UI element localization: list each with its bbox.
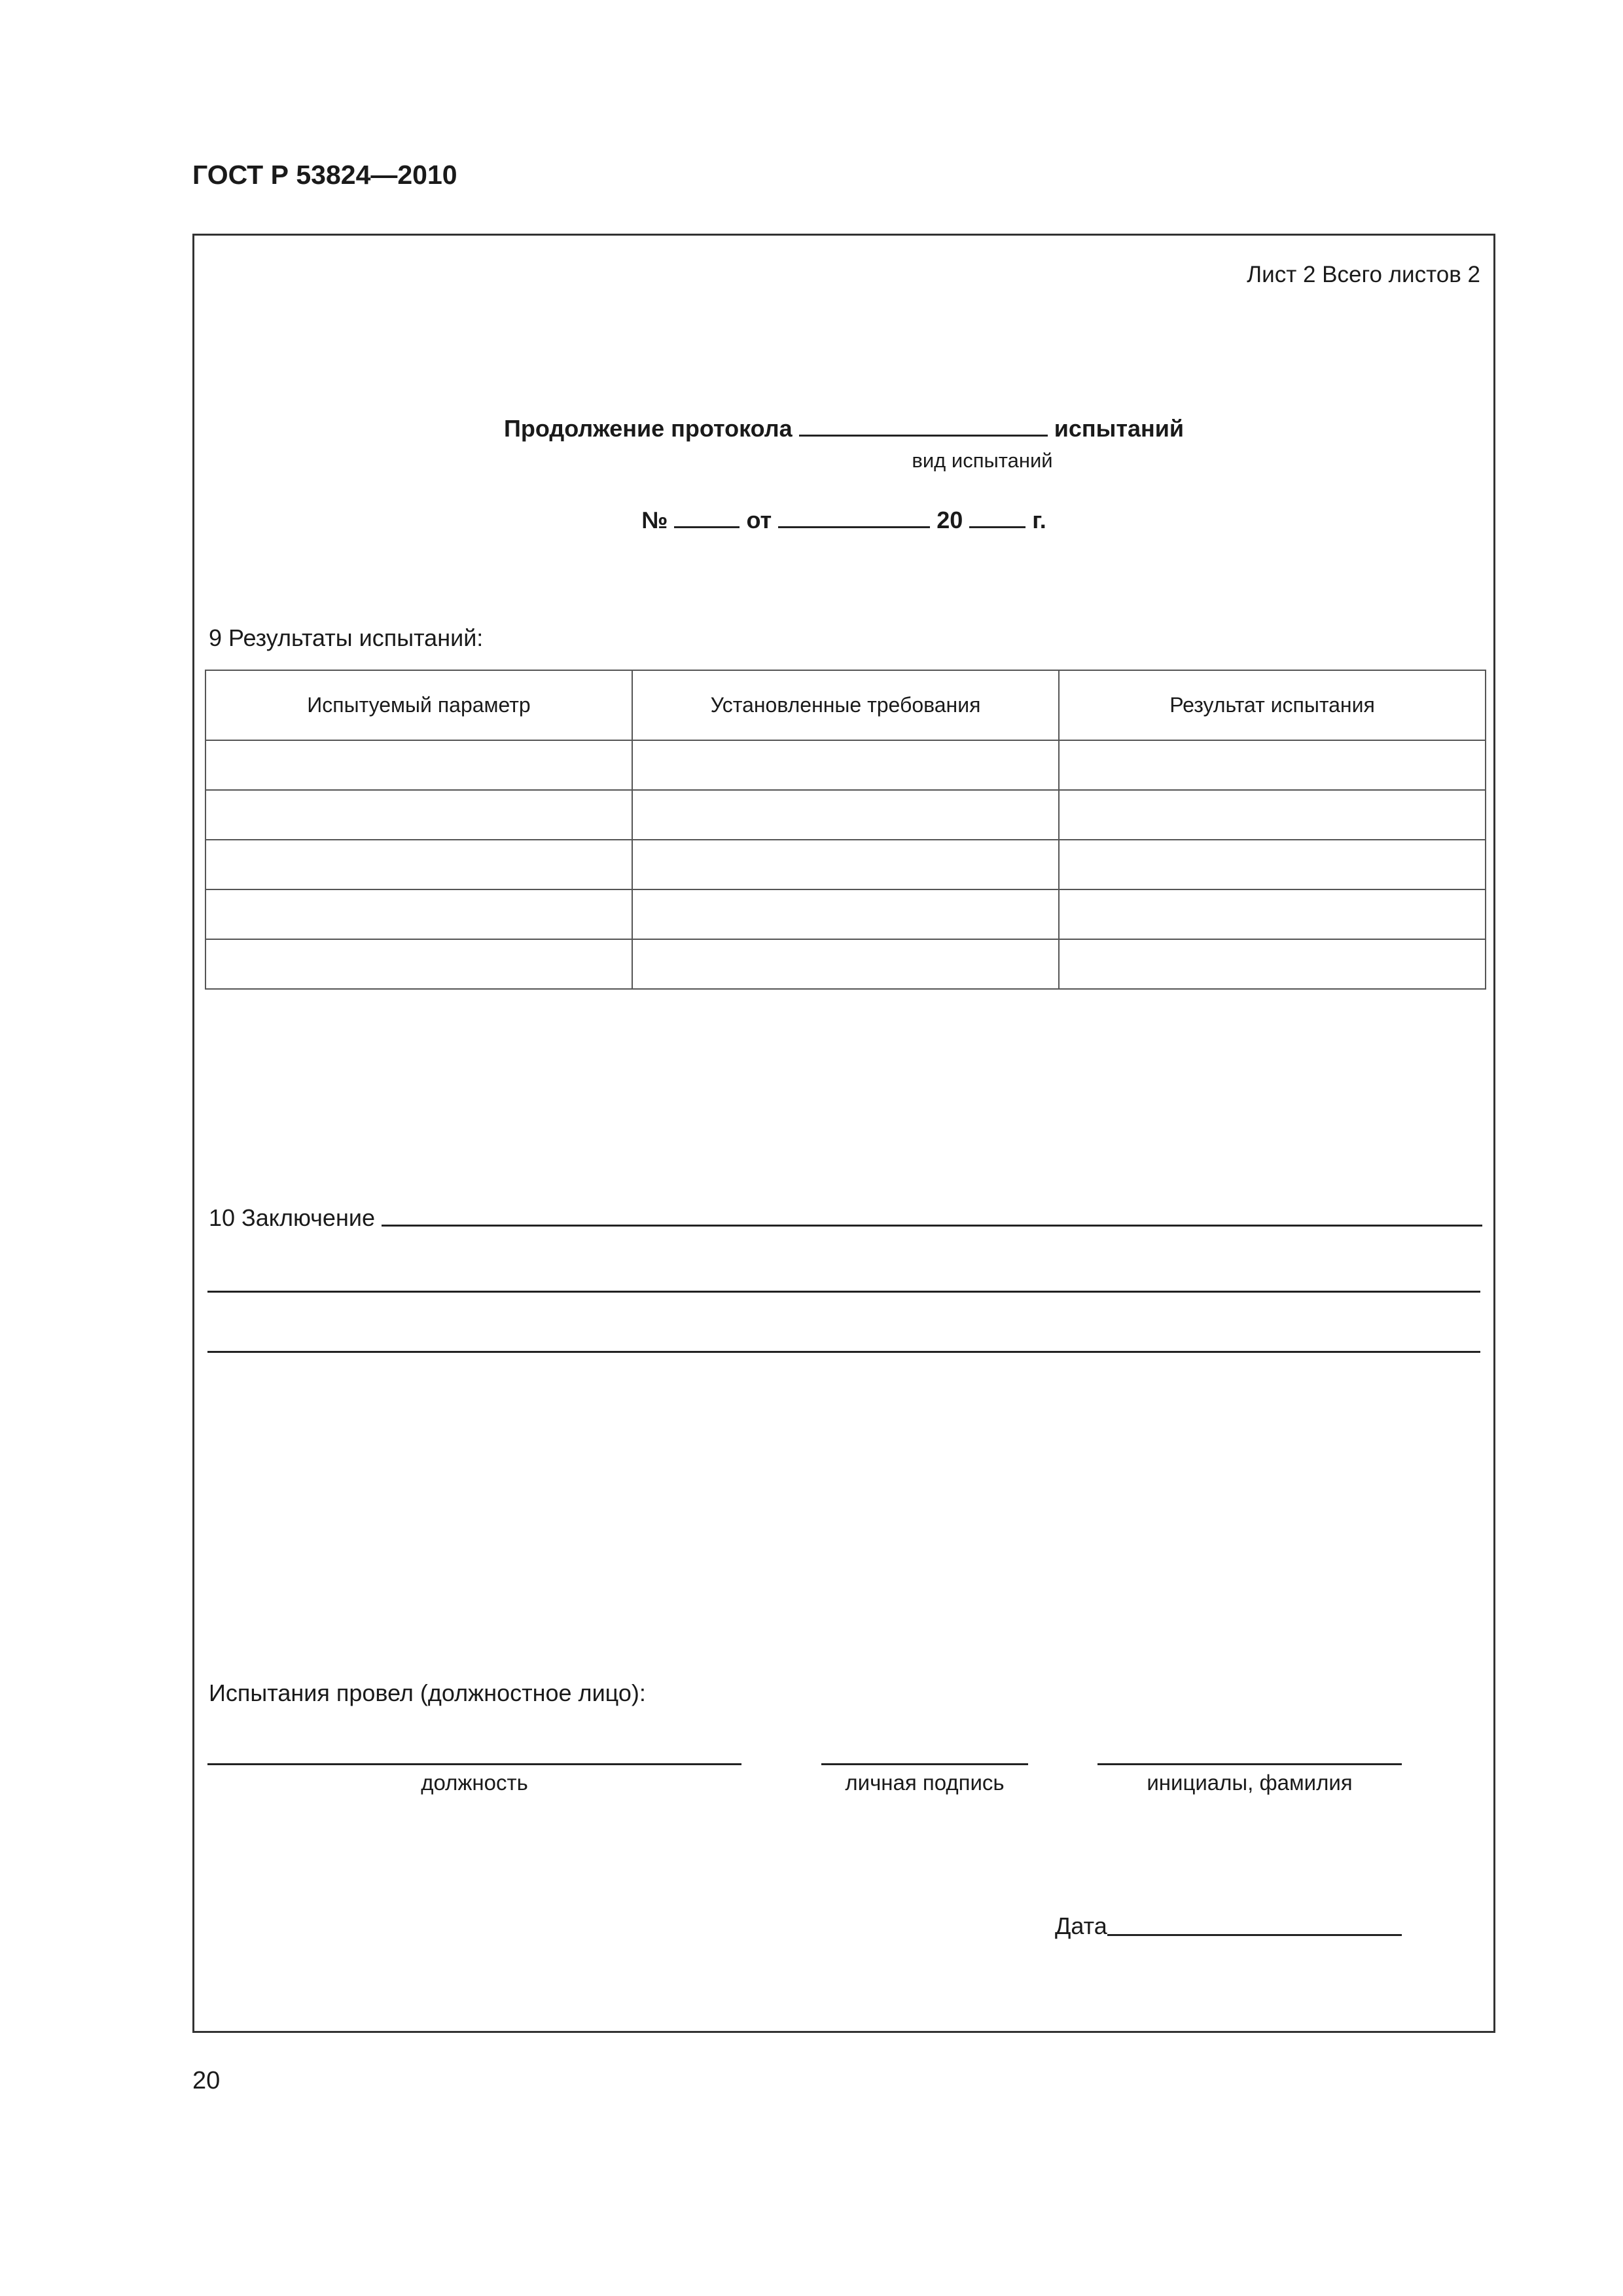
- table-row: [205, 740, 1486, 790]
- protocol-title: [194, 412, 1493, 442]
- number-blank[interactable]: [674, 504, 740, 528]
- position-field[interactable]: [207, 1763, 741, 1795]
- protocol-form: [192, 234, 1495, 2033]
- table-row: [205, 889, 1486, 939]
- year-blank[interactable]: [969, 504, 1026, 528]
- table-cell[interactable]: [205, 740, 632, 790]
- conclusion-line[interactable]: [207, 1351, 1480, 1353]
- column-header: Результат испытания: [1059, 670, 1486, 740]
- table-cell[interactable]: [632, 840, 1059, 889]
- table-cell[interactable]: [1059, 840, 1486, 889]
- table-cell[interactable]: [632, 790, 1059, 840]
- conclusion-line[interactable]: [207, 1291, 1480, 1293]
- date-blank[interactable]: [778, 504, 930, 528]
- sheet-info: Лист 2 Всего листов 2: [1247, 262, 1480, 287]
- conclusion-blank[interactable]: [382, 1204, 1482, 1227]
- table-row: [205, 840, 1486, 889]
- year-prefix: 20: [936, 507, 963, 533]
- protocol-number-line: [194, 504, 1493, 534]
- name-caption: инициалы, фамилия: [1147, 1770, 1353, 1795]
- table-row: [205, 939, 1486, 989]
- date-label: Дата: [1055, 1912, 1107, 1939]
- column-header: Испытуемый параметр: [205, 670, 632, 740]
- table-cell[interactable]: [632, 939, 1059, 989]
- date-line: [1055, 1912, 1402, 1940]
- title-suffix: испытаний: [1054, 415, 1184, 442]
- table-cell[interactable]: [1059, 889, 1486, 939]
- column-header: Установленные требования: [632, 670, 1059, 740]
- table-cell[interactable]: [205, 939, 632, 989]
- name-field[interactable]: [1097, 1763, 1402, 1795]
- table-cell[interactable]: [1059, 939, 1486, 989]
- section-9-heading: 9 Результаты испытаний:: [209, 624, 484, 651]
- test-type-blank[interactable]: [799, 412, 1048, 437]
- signature-field[interactable]: [821, 1763, 1028, 1795]
- test-type-caption: вид испытаний: [912, 449, 1053, 472]
- table-cell[interactable]: [205, 840, 632, 889]
- table-cell[interactable]: [1059, 740, 1486, 790]
- table-row: [205, 790, 1486, 840]
- section-10-heading: 10 Заключение: [209, 1204, 375, 1231]
- table-cell[interactable]: [632, 740, 1059, 790]
- position-caption: должность: [421, 1770, 528, 1795]
- table-cell[interactable]: [205, 889, 632, 939]
- table-header-row: [205, 670, 1486, 740]
- page-number: 20: [192, 2067, 221, 2094]
- document-header: ГОСТ Р 53824—2010: [192, 160, 457, 190]
- title-prefix: Продолжение протокола: [503, 415, 793, 442]
- tested-by-label: Испытания провел (должностное лицо):: [209, 1679, 646, 1706]
- signature-caption: личная подпись: [845, 1770, 1005, 1795]
- from-label: от: [746, 507, 772, 533]
- number-label: №: [641, 507, 668, 533]
- year-suffix: г.: [1032, 507, 1046, 533]
- date-field[interactable]: [1107, 1912, 1402, 1936]
- table-cell[interactable]: [1059, 790, 1486, 840]
- section-10-line: [209, 1204, 1482, 1232]
- table-cell[interactable]: [632, 889, 1059, 939]
- results-table: [205, 670, 1486, 990]
- table-cell[interactable]: [205, 790, 632, 840]
